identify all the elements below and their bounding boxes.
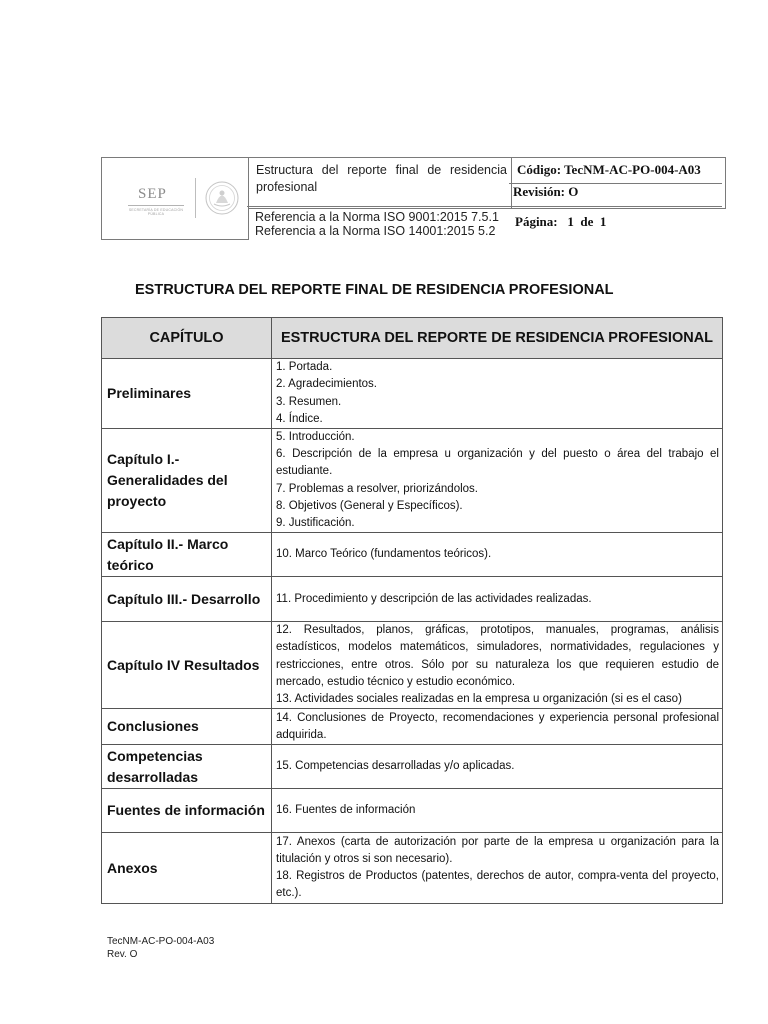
structure-item: 4. Índice. [276, 412, 323, 425]
table-row [102, 745, 723, 789]
chapter-cell: Capítulo II.- Marco teórico [102, 533, 272, 577]
chapter-cell: Fuentes de información [102, 789, 272, 833]
table-row [102, 622, 723, 709]
page-footer [107, 936, 214, 961]
structure-item: 8. Objetivos (General y Específicos). [276, 499, 463, 512]
structure-item: 3. Resumen. [276, 395, 342, 408]
structure-item: 12. Resultados, planos, gráficas, prototipos, manuales, programas, análisis estadísticos, modelos matemáticos, simuladores, normatividades, regulaciones y restricciones, entre otros. Sólo por su naturaleza los que requieren estudio de mercado, estudio técnico y estudio económico. [276, 624, 719, 688]
column-header-chapter: CAPÍTULO [102, 318, 272, 359]
structure-cell [272, 789, 723, 833]
structure-item: 16. Fuentes de información [276, 804, 416, 817]
header-grid [101, 157, 722, 240]
structure-cell [272, 577, 723, 622]
table-row [102, 533, 723, 577]
table-row [102, 789, 723, 833]
sep-logo-text: SEP [138, 186, 167, 202]
document-revision: Revisión: O [513, 184, 579, 199]
structure-cell [272, 429, 723, 533]
sep-logo-subtitle: SECRETARÍA DE EDUCACIÓN PÚBLICA [128, 208, 184, 216]
structure-cell [272, 359, 723, 429]
structure-item: 13. Actividades sociales realizadas en la empresa u organización (si es el caso) [276, 693, 682, 706]
footer-revision: Rev. O [107, 948, 138, 960]
structure-item: 14. Conclusiones de Proyecto, recomendaciones y experiencia personal profesional adquirida. [276, 711, 719, 741]
structure-item: 1. Portada. [276, 361, 333, 374]
document-code: Código: TecNM-AC-PO-004-A03 [517, 162, 701, 177]
chapter-cell: Capítulo III.- Desarrollo [102, 577, 272, 622]
structure-cell [272, 533, 723, 577]
table-row [102, 833, 723, 904]
document-title: Estructura del reporte final de residencia profesional [256, 163, 507, 194]
table-row [102, 577, 723, 622]
norm-ref-iso14001: Referencia a la Norma ISO 14001:2015 5.2 [255, 224, 496, 238]
structure-item: 9. Justificación. [276, 517, 355, 530]
structure-item: 6. Descripción de la empresa u organización y del puesto o área del trabajo el estudiante. [276, 448, 719, 478]
structure-item: 15. Competencias desarrolladas y/o aplicadas. [276, 760, 515, 773]
structure-cell [272, 833, 723, 904]
table-row [102, 359, 723, 429]
chapter-cell: Capítulo IV Resultados [102, 622, 272, 709]
table-row [102, 429, 723, 533]
chapter-cell: Competencias desarrolladas [102, 745, 272, 789]
chapter-cell: Preliminares [102, 359, 272, 429]
chapter-cell: Conclusiones [102, 709, 272, 745]
structure-cell [272, 745, 723, 789]
structure-item: 5. Introducción. [276, 431, 355, 443]
structure-item: 2. Agradecimientos. [276, 378, 378, 391]
page-number: Página: 1 de 1 [515, 214, 607, 229]
footer-document-code: TecNM-AC-PO-004-A03 [107, 936, 215, 947]
chapter-cell: Capítulo I.- Generalidades del proyecto [102, 429, 272, 533]
norm-ref-iso9001: Referencia a la Norma ISO 9001:2015 7.5.1 [255, 210, 499, 224]
table-row [102, 709, 723, 745]
column-header-structure: ESTRUCTURA DEL REPORTE DE RESIDENCIA PROFESIONAL [272, 318, 723, 359]
report-structure-table [101, 317, 723, 904]
structure-cell [272, 622, 723, 709]
structure-cell [272, 709, 723, 745]
structure-item: 11. Procedimiento y descripción de las actividades realizadas. [276, 592, 592, 605]
page-title: ESTRUCTURA DEL REPORTE FINAL DE RESIDENCIA PROFESIONAL [135, 282, 614, 298]
structure-item: 7. Problemas a resolver, priorizándolos. [276, 482, 478, 495]
structure-item: 10. Marco Teórico (fundamentos teóricos). [276, 548, 492, 561]
chapter-cell: Anexos [102, 833, 272, 904]
structure-item: 18. Registros de Productos (patentes, derechos de autor, compra-venta del proyecto, etc.). [276, 870, 719, 900]
structure-item: 17. Anexos (carta de autorización por parte de la empresa u organización para la titulación y otros si son necesario). [276, 835, 719, 866]
norm-references [255, 210, 499, 238]
